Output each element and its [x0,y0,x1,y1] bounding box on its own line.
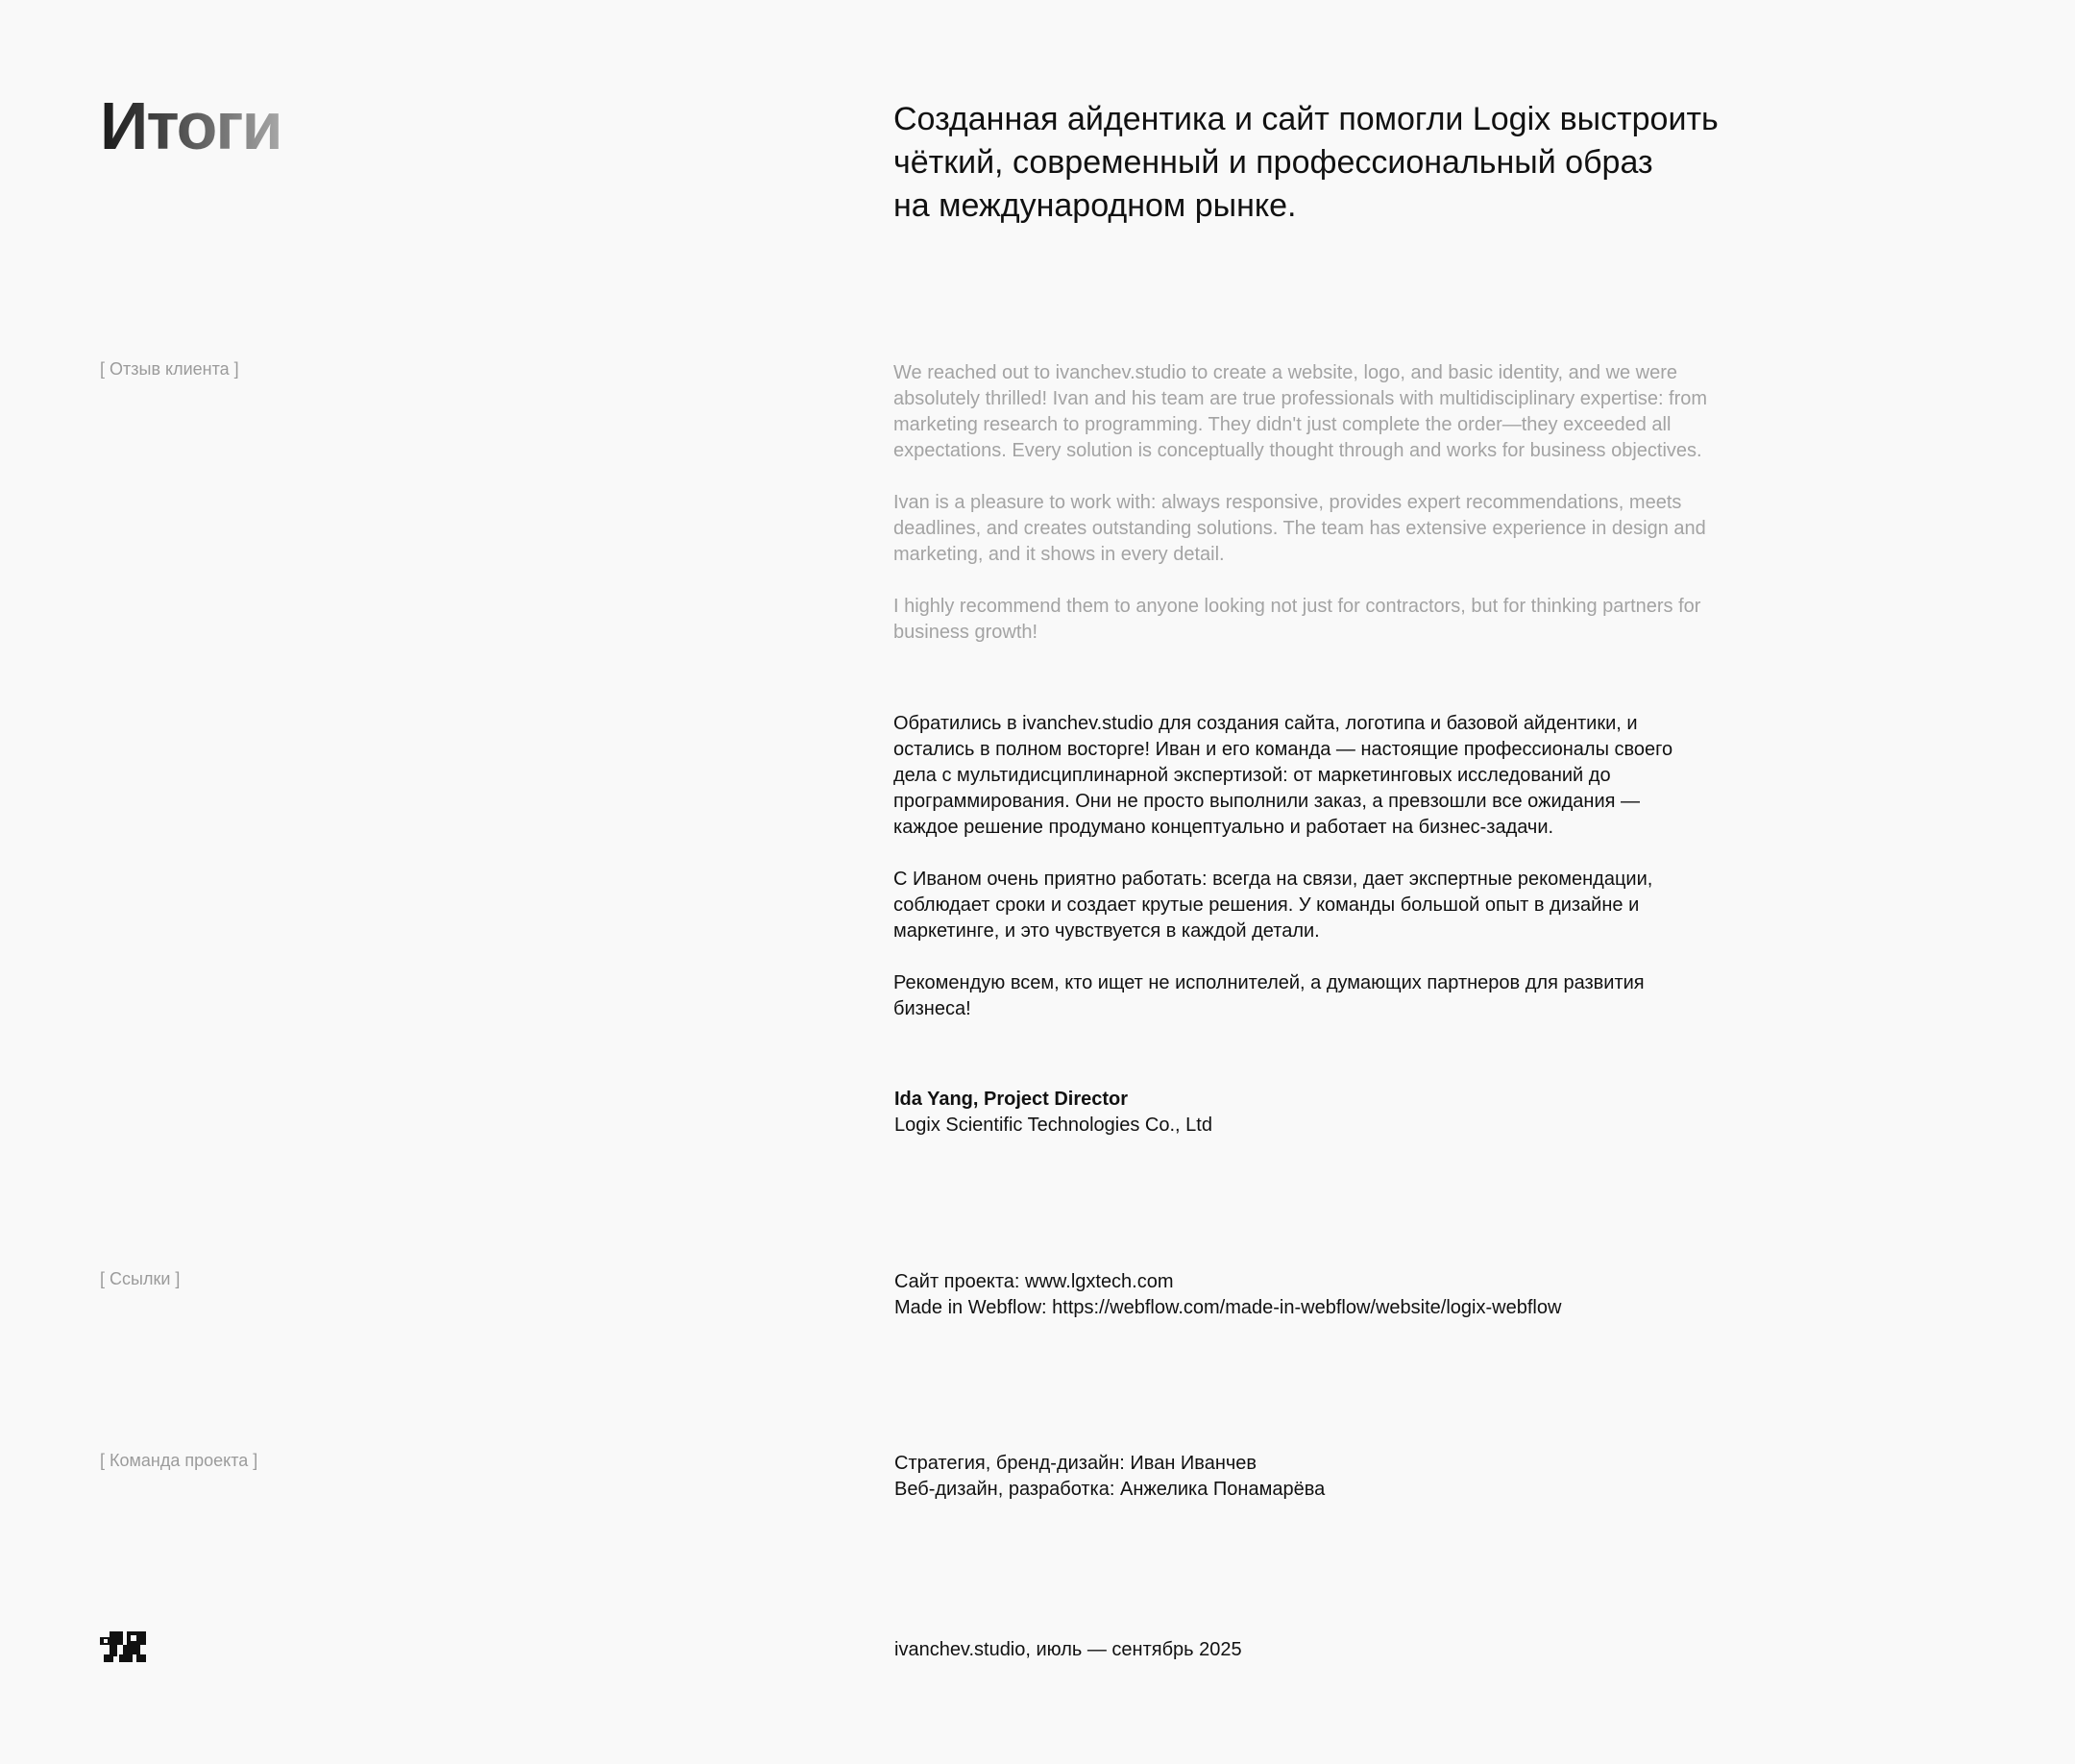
summary-headline [893,98,1758,228]
webflow-link-row [894,1295,1561,1321]
text-line: соблюдает сроки и создает крутые решения. У команды большой опыт в дизайне и [893,894,1640,916]
review-paragraph [893,970,1739,1022]
webflow-link-prefix: Made in Webflow: [894,1297,1053,1318]
text-line: маркетинге, и это чувствуется в каждой детали. [893,920,1320,942]
text-line: остались в полном восторге! Иван и его команда — настоящие профессионалы своего [893,739,1673,760]
text-line: программирования. Они не просто выполнили заказ, а превзошли все ожидания — [893,791,1641,812]
headline-line: на международном рынке. [893,187,1297,224]
author-company: Logix Scientific Technologies Co., Ltd [894,1115,1212,1136]
text-line: expectations. Every solution is conceptually thought through and works for business objectives. [893,440,1702,461]
text-line: marketing research to programming. They didn't just complete the order—they exceeded all [893,414,1672,435]
text-line: We reached out to ivanchev.studio to create a website, logo, and basic identity, and we were [893,362,1678,383]
studio-logo-icon [100,1631,146,1662]
review-english [893,360,1739,646]
project-team [894,1451,1325,1503]
author-name: Ida Yang, Project Director [894,1089,1129,1110]
review-paragraph [893,360,1739,464]
page-title: Итоги [100,88,281,163]
links-section-label: [ Ссылки ] [100,1269,181,1288]
team-member: Стратегия, бренд-дизайн: Иван Иванчев [894,1453,1257,1474]
review-russian [893,711,1739,1022]
team-section-label: [ Команда проекта ] [100,1451,258,1470]
headline-line: Созданная айдентика и сайт помогли Logix выстроить [893,101,1719,137]
text-line: absolutely thrilled! Ivan and his team are true professionals with multidisciplinary expertise: from [893,388,1708,409]
site-link-row [894,1269,1561,1295]
project-links [894,1269,1561,1321]
text-line: С Иваном очень приятно работать: всегда на связи, дает экспертные рекомендации, [893,869,1653,890]
text-line: бизнеса! [893,998,971,1019]
webflow-link[interactable]: https://webflow.com/made-in-webflow/website/logix-webflow [1052,1297,1562,1318]
text-line: I highly recommend them to anyone looking not just for contractors, but for thinking partners for [893,596,1701,617]
text-line: business growth! [893,622,1038,643]
text-line: deadlines, and creates outstanding solutions. The team has extensive experience in design and [893,518,1706,539]
review-paragraph [893,867,1739,944]
site-link[interactable]: www.lgxtech.com [1025,1271,1174,1292]
text-line: дела с мультидисциплинарной экспертизой: от маркетинговых исследований до [893,765,1611,786]
headline-line: чёткий, современный и профессиональный образ [893,144,1653,181]
text-line: каждое решение продумано концептуально и работает на бизнес-задачи. [893,817,1554,838]
review-paragraph [893,490,1739,568]
text-line: Обратились в ivanchev.studio для создания сайта, логотипа и базовой айдентики, и [893,713,1638,734]
review-paragraph [893,594,1739,646]
text-line: marketing, and it shows in every detail. [893,544,1225,565]
review-section-label: [ Отзыв клиента ] [100,359,239,379]
team-member: Веб-дизайн, разработка: Анжелика Понамарёва [894,1479,1326,1500]
text-line: Ivan is a pleasure to work with: always responsive, provides expert recommendations, meets [893,492,1682,513]
site-link-prefix: Сайт проекта: [894,1271,1026,1292]
review-author [894,1087,1212,1139]
review-paragraph [893,711,1739,841]
footer-credits: ivanchev.studio, июль — сентябрь 2025 [894,1639,1242,1660]
text-line: Рекомендую всем, кто ищет не исполнителей, а думающих партнеров для развития [893,972,1645,993]
